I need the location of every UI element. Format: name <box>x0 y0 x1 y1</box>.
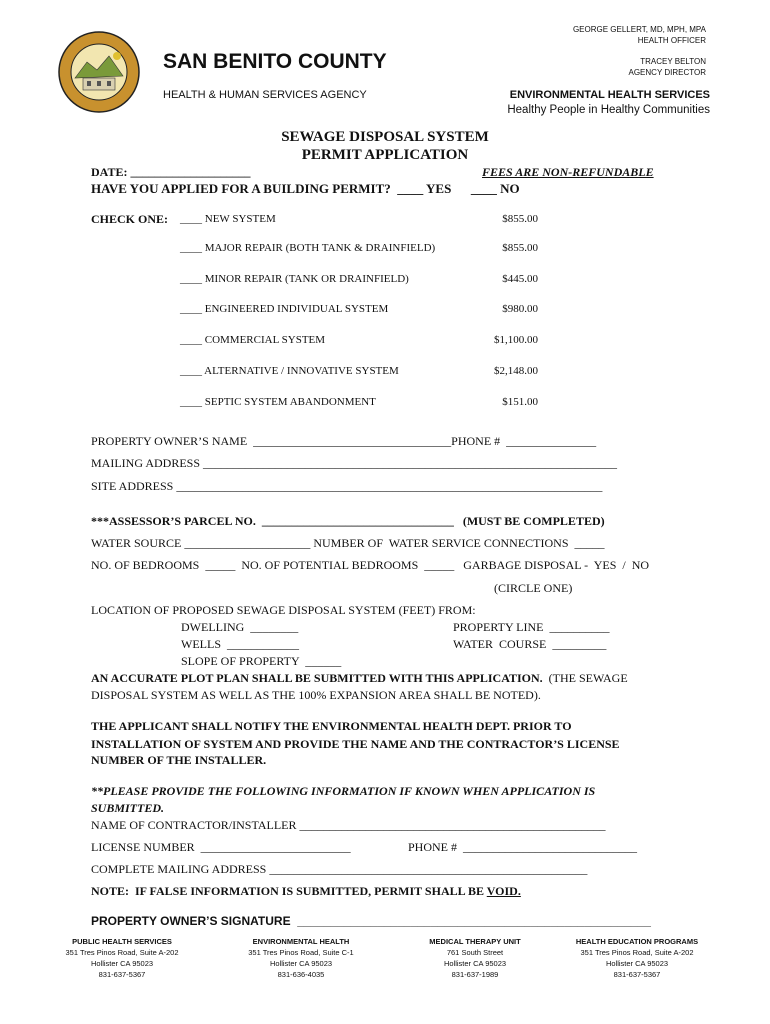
site-address-field[interactable]: SITE ADDRESS _______________________________________________________________________ <box>91 479 603 493</box>
permit-fee: $980.00 <box>502 303 538 315</box>
permit-option[interactable]: ____ MAJOR REPAIR (BOTH TANK & DRAINFIELD) <box>180 242 436 254</box>
footer-environmental-health <box>226 936 376 980</box>
footer-phone: 831-637-1989 <box>451 970 499 979</box>
owner-name-field[interactable]: PROPERTY OWNER’S NAME _________________________________PHONE # _______________ <box>91 434 597 448</box>
complete-mailing-field[interactable]: COMPLETE MAILING ADDRESS _____________________________________________________ <box>91 862 588 876</box>
void-word: VOID. <box>486 884 521 898</box>
permit-option[interactable]: ____ ALTERNATIVE / INNOVATIVE SYSTEM <box>180 365 399 377</box>
footer-address: 351 Tres Pinos Road, Suite C-1 <box>248 948 354 957</box>
building-permit-question[interactable]: HAVE YOU APPLIED FOR A BUILDING PERMIT? ____ YES ____ NO <box>91 181 520 196</box>
county-name: SAN BENITO COUNTY <box>163 50 387 73</box>
contractor-name-field[interactable]: NAME OF CONTRACTOR/INSTALLER ___________________________________________________ <box>91 818 606 832</box>
agency-name: HEALTH & HUMAN SERVICES AGENCY <box>163 89 367 101</box>
slope-field[interactable]: SLOPE OF PROPERTY ______ <box>181 654 342 668</box>
notify-line2: INSTALLATION OF SYSTEM AND PROVIDE THE NAME AND THE CONTRACTOR’S LICENSE <box>91 737 620 751</box>
license-number-field[interactable]: LICENSE NUMBER _________________________ <box>91 840 351 854</box>
county-seal-logo <box>57 30 141 114</box>
footer-medical-therapy <box>400 936 550 980</box>
fees-notice: FEES ARE NON-REFUNDABLE <box>482 165 654 179</box>
plot-plan-rest: (THE SEWAGE <box>542 671 628 685</box>
plot-plan-bold: AN ACCURATE PLOT PLAN SHALL BE SUBMITTED WITH THIS APPLICATION. <box>91 671 543 685</box>
permit-option[interactable]: ____ COMMERCIAL SYSTEM <box>180 334 326 346</box>
notify-line1: THE APPLICANT SHALL NOTIFY THE ENVIRONMENTAL HEALTH DEPT. PRIOR TO <box>91 719 572 733</box>
footer-city: Hollister CA 95023 <box>605 959 669 968</box>
footer-address: 351 Tres Pinos Road, Suite A-202 <box>580 948 694 957</box>
permit-option[interactable]: ____ NEW SYSTEM <box>180 213 276 225</box>
footer-city: Hollister CA 95023 <box>269 959 333 968</box>
permit-option[interactable]: ____ MINOR REPAIR (TANK OR DRAINFIELD) <box>180 273 409 285</box>
footer-public-health <box>47 936 197 980</box>
water-source-field[interactable]: WATER SOURCE _____________________ NUMBER OF WATER SERVICE CONNECTIONS _____ <box>91 536 605 550</box>
plot-plan-notice-line2: DISPOSAL SYSTEM AS WELL AS THE 100% EXPANSION AREA SHALL BE NOTED). <box>91 688 541 702</box>
footer-phone: 831-637-5367 <box>98 970 146 979</box>
permit-fee: $855.00 <box>502 242 538 254</box>
footer-city: Hollister CA 95023 <box>443 959 507 968</box>
footer-title: HEALTH EDUCATION PROGRAMS <box>575 937 699 946</box>
wells-field[interactable]: WELLS ____________ <box>181 637 299 651</box>
officer-title: HEALTH OFFICER <box>637 36 706 45</box>
form-title-line1: SEWAGE DISPOSAL SYSTEM <box>281 129 489 145</box>
provide-info-line1: **PLEASE PROVIDE THE FOLLOWING INFORMATION IF KNOWN WHEN APPLICATION IS <box>91 784 596 798</box>
director-title: AGENCY DIRECTOR <box>628 68 706 77</box>
notify-line3: NUMBER OF THE INSTALLER. <box>91 753 267 767</box>
footer-phone: 831-637-5367 <box>613 970 661 979</box>
permit-fee: $2,148.00 <box>494 365 538 377</box>
permit-fee: $151.00 <box>502 396 538 408</box>
footer-address: 761 South Street <box>446 948 504 957</box>
permit-fee: $445.00 <box>502 273 538 285</box>
permit-fee: $1,100.00 <box>494 334 538 346</box>
form-title-line2: PERMIT APPLICATION <box>301 147 469 163</box>
plot-plan-notice <box>91 671 628 686</box>
permit-option[interactable]: ____ SEPTIC SYSTEM ABANDONMENT <box>180 396 376 408</box>
date-field[interactable]: DATE: ____________________ <box>91 165 251 179</box>
dwelling-field[interactable]: DWELLING ________ <box>181 620 299 634</box>
permit-option[interactable]: ____ ENGINEERED INDIVIDUAL SYSTEM <box>180 303 389 315</box>
bedrooms-field[interactable]: NO. OF BEDROOMS _____ NO. OF POTENTIAL BEDROOMS _____ GARBAGE DISPOSAL - YES / NO <box>91 558 650 572</box>
footer-phone: 831-636-4035 <box>277 970 325 979</box>
water-course-field[interactable]: WATER COURSE _________ <box>453 637 607 651</box>
footer-title: PUBLIC HEALTH SERVICES <box>72 937 172 946</box>
property-line-field[interactable]: PROPERTY LINE __________ <box>453 620 610 634</box>
footer-title: ENVIRONMENTAL HEALTH <box>252 937 350 946</box>
department-name: ENVIRONMENTAL HEALTH SERVICES <box>509 89 710 101</box>
provide-info-line2: SUBMITTED. <box>91 801 165 815</box>
location-heading: LOCATION OF PROPOSED SEWAGE DISPOSAL SYSTEM (FEET) FROM: <box>91 603 476 617</box>
director-name: TRACEY BELTON <box>640 57 706 66</box>
check-one-label: CHECK ONE: <box>91 212 169 226</box>
mailing-address-field[interactable]: MAILING ADDRESS _____________________________________________________________________ <box>91 456 618 470</box>
contractor-phone-field[interactable]: PHONE # _____________________________ <box>408 840 638 854</box>
footer-health-education <box>562 936 712 980</box>
false-info-note <box>91 884 521 899</box>
permit-fee: $855.00 <box>502 213 538 225</box>
owner-signature-field[interactable]: PROPERTY OWNER’S SIGNATURE _____________________________________________________ <box>91 914 651 928</box>
footer-title: MEDICAL THERAPY UNIT <box>429 937 521 946</box>
officer-name: GEORGE GELLERT, MD, MPH, MPA <box>572 25 706 34</box>
tagline: Healthy People in Healthy Communities <box>507 104 710 116</box>
circle-one-note: (CIRCLE ONE) <box>494 581 573 595</box>
parcel-number-field[interactable]: ***ASSESSOR’S PARCEL NO. ________________________________ (MUST BE COMPLETED) <box>91 514 605 528</box>
footer-city: Hollister CA 95023 <box>90 959 154 968</box>
false-info-prefix: NOTE: IF FALSE INFORMATION IS SUBMITTED, PERMIT SHALL BE <box>91 884 487 898</box>
footer-address: 351 Tres Pinos Road, Suite A-202 <box>65 948 179 957</box>
